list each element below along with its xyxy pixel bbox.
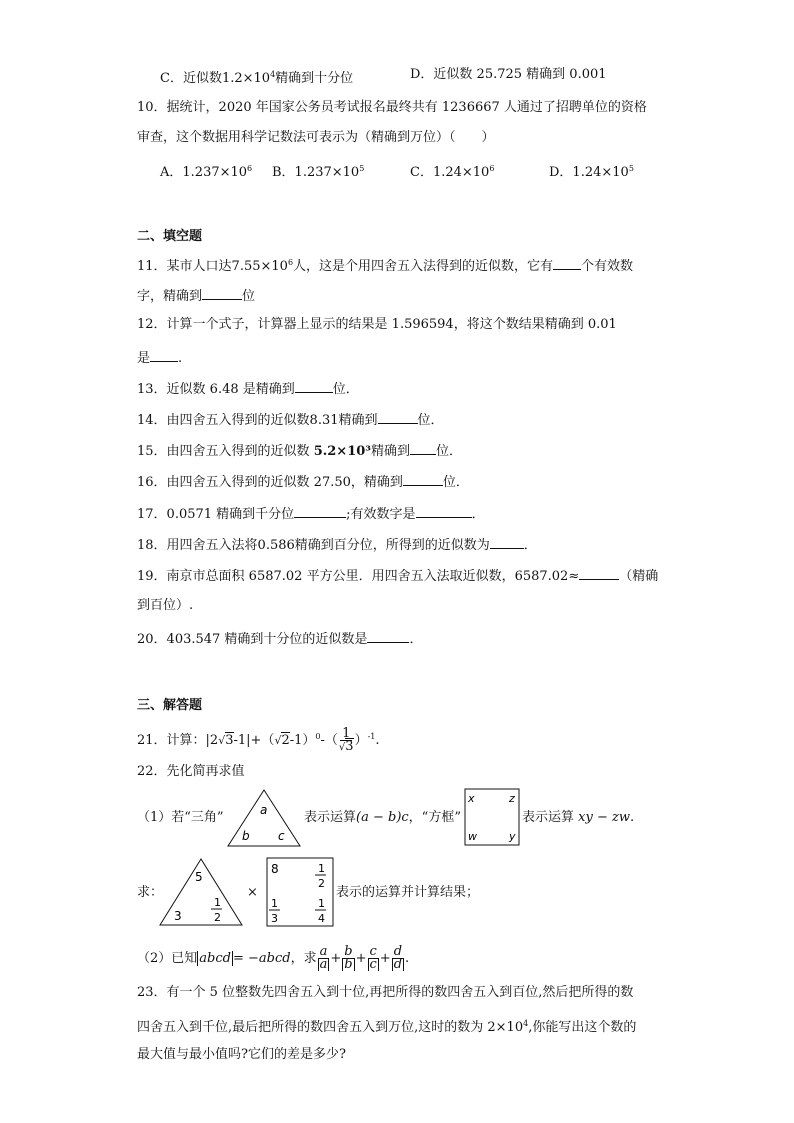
box-label-w: w: [468, 830, 477, 843]
q21-sqrt3: 3: [225, 733, 234, 748]
q18-line: [137, 535, 537, 555]
q22-p1c: ，“方框”: [408, 810, 461, 825]
q11-blank-1[interactable]: [553, 256, 581, 270]
q19-blank[interactable]: [579, 566, 619, 580]
q22-p1b-line: [304, 809, 461, 827]
q15-text-a: 15．由四舍五入得到的近似数: [137, 444, 314, 459]
q22-ask-tail: 表示的运算并计算结果；: [336, 885, 480, 900]
q15-text-c: 位．: [436, 444, 463, 459]
q22-op1: (a − b)c: [356, 810, 409, 825]
box-value-tr-den: 2: [318, 877, 325, 890]
q17-text-b: ;有效数字是: [346, 507, 416, 522]
q15-text-b: 精确到: [370, 444, 410, 459]
section-answer-title: 三、解答题: [137, 698, 203, 713]
q22-p1a: （1）若“三角”: [137, 810, 224, 825]
box-label-x: x: [468, 792, 475, 805]
q17-line: [137, 504, 485, 524]
q17-blank-2[interactable]: [416, 504, 472, 518]
box-value-bl-den: 3: [271, 912, 278, 925]
triangle-label-c: c: [278, 829, 285, 843]
q14-blank[interactable]: [378, 410, 418, 424]
q12-text-c: .: [178, 351, 183, 366]
q9-option-c-exp: 4: [270, 70, 276, 79]
q9-option-c-tail: 精确到十分位: [275, 71, 354, 86]
q22-p1b: 表示运算: [304, 810, 357, 825]
q21-text-c: -1）: [289, 733, 316, 748]
times-sign: ×: [247, 885, 258, 900]
q21-text-a: 21．计算：|2: [137, 733, 219, 748]
q20-line: [137, 629, 422, 649]
q22-p2c: = −: [232, 951, 259, 966]
frac-b-den: b: [344, 957, 353, 972]
q19-text-a: 19．南京市总面积 6587.02 平方公里．用四舍五入法取近似数，6587.02≈: [137, 569, 580, 584]
q12-blank[interactable]: [150, 348, 178, 362]
box-value-br-den: 4: [318, 912, 325, 925]
q9-option-c: [160, 66, 353, 88]
q16-text-b: 位．: [442, 475, 469, 490]
triangle-value-shape: [160, 859, 242, 925]
frac-a-num: a: [319, 944, 328, 959]
triangle-value-den: 2: [214, 911, 221, 924]
q21-line: [137, 722, 380, 752]
q21-text-h: .: [375, 733, 380, 748]
triangle-shape: [228, 790, 300, 846]
triangle-value-top: 5: [195, 870, 203, 884]
q22-p2e: ，求: [290, 951, 317, 966]
q22-p1d-line: [522, 809, 634, 827]
q11-line1: [137, 254, 633, 276]
q22-p2f: .: [405, 951, 410, 966]
q13-text-a: 13．近似数 6.48 是精确到: [137, 382, 295, 397]
triangle-operator-figure: [226, 788, 302, 848]
q13-line: [137, 379, 359, 399]
frac-d: [392, 946, 404, 971]
q22-p2a: （2）已知: [137, 951, 198, 966]
q20-blank[interactable]: [367, 629, 409, 643]
q10-option-b-text: B．1.237×10: [272, 165, 360, 180]
triangle-value-left: 3: [174, 909, 182, 923]
frac-a: [318, 946, 330, 971]
q11-text-d: 字，精确到: [137, 289, 203, 304]
q10-option-d-text: D．1.24×10: [549, 165, 629, 180]
q13-blank[interactable]: [295, 379, 333, 393]
q23-line1: 23．有一个 5 位整数先四舍五入到十位,再把所得的数四舍五入到百位,然后把所得的数: [137, 985, 634, 1000]
q14-text-a: 14．由四舍五入得到的近似数8.31精确到: [137, 413, 378, 428]
q22-abs-abcd: abcd: [199, 951, 231, 966]
q18-text-a: 18．用四舍五入法将0.586精确到百分位，所得到的近似数为: [137, 538, 490, 553]
box-value-tl: 8: [271, 862, 279, 876]
q21-frac-sqrt3: 3: [345, 738, 354, 754]
q10-option-c: [410, 160, 494, 182]
q10-line1: 10．据统计，2020 年国家公务员考试报名最终共有 1236667 人通过了招聘单位的资格: [137, 100, 647, 115]
q10-option-b: [272, 160, 364, 182]
frac-b: [342, 946, 354, 971]
q21-sqrt2: 2: [281, 733, 290, 748]
plus-3: +: [379, 951, 391, 966]
triangle-label-b: b: [242, 829, 250, 843]
q11-text-c: 个有效数: [581, 259, 634, 274]
q10-option-d: [549, 160, 634, 182]
q14-text-b: 位．: [417, 413, 444, 428]
q21-exp-neg1: -1: [367, 732, 376, 741]
sqrt-sign-3: √: [338, 741, 346, 753]
q20-text-a: 20．403.547 精确到十分位的近似数是: [137, 632, 368, 647]
q10-option-d-exp: 5: [628, 164, 634, 173]
q17-text-c: ．: [471, 507, 485, 522]
q15-blank[interactable]: [410, 441, 436, 455]
q22-p2d: abcd: [258, 951, 291, 966]
q17-text-a: 17．0.0571 精确到千分位: [137, 507, 295, 522]
q10-line2: 审查，这个数据用科学记数法可表示为（精确到万位）（ ）: [137, 130, 495, 145]
q22-p1e: .: [629, 810, 635, 825]
frac-b-num: b: [344, 944, 353, 959]
q21-frac-den: [338, 738, 354, 754]
q11-exp: 6: [287, 258, 294, 267]
q15-line: [137, 441, 462, 461]
q20-text-b: ．: [409, 632, 423, 647]
q17-blank-1[interactable]: [294, 504, 346, 518]
plus-2: +: [355, 951, 367, 966]
q21-text-e: -（: [320, 733, 338, 748]
q11-text-a: 11．某市人口达7.55×10: [137, 259, 288, 274]
q12-text-b: 是: [137, 351, 151, 366]
q11-text-b: 人，这是个用四舍五入法得到的近似数，它有: [293, 259, 554, 274]
box-operator-figure: [464, 788, 520, 846]
q10-option-a-exp: 6: [247, 164, 253, 173]
q13-text-b: 位．: [332, 382, 359, 397]
box-value-tr-num: 1: [318, 862, 325, 875]
box-label-y: y: [509, 830, 516, 843]
plus-1: +: [330, 951, 342, 966]
frac-c: [368, 946, 379, 971]
q9-option-d: D．近似数 25.725 精确到 0.001: [410, 67, 607, 82]
triangle-value-num: 1: [214, 896, 221, 909]
q10-option-b-exp: 5: [359, 164, 365, 173]
q21-text-b: -1|+（: [233, 733, 275, 748]
box-value-br-num: 1: [318, 897, 325, 910]
q16-text-a: 16．由四舍五入得到的近似数 27.50，精确到: [137, 475, 403, 490]
q10-option-a: [160, 160, 252, 182]
q21-fraction: [338, 725, 354, 754]
q11-blank-2[interactable]: [202, 286, 242, 300]
q15-number: 5.2×10³: [313, 444, 371, 459]
frac-d-den: d: [393, 957, 403, 972]
sqrt-sign: √: [218, 734, 226, 747]
q11-text-e: 位: [242, 289, 256, 304]
frac-c-num: c: [369, 944, 377, 959]
q22-ask: 求：: [137, 885, 164, 900]
q22-p2-line: [137, 942, 409, 976]
q21-frac-num: 1: [342, 725, 351, 741]
section-fill-in-title: 二、填空题: [137, 229, 203, 244]
q23-line2a: 四舍五入到千位,最后把所得的数四舍五入到万位,这时的数为 2×10: [137, 1020, 524, 1035]
frac-c-den: c: [369, 957, 377, 972]
q23-line2b: ,你能写出这个数的: [528, 1020, 637, 1035]
q23-line2: [137, 1015, 636, 1037]
triangle-label-a: a: [260, 803, 268, 817]
q14-line: [137, 410, 444, 430]
q21-exp-0: 0: [315, 732, 321, 741]
q10-option-a-text: A．1.237×10: [160, 165, 248, 180]
q23-exp: 4: [523, 1019, 529, 1028]
frac-d-num: d: [393, 944, 403, 959]
q23-line3: 最大值与最小值吗?它们的差是多少?: [137, 1047, 346, 1062]
q22-op2: xy − zw: [578, 810, 630, 825]
q9-option-c-text: C．近似数1.2×10: [160, 71, 271, 86]
q16-line: [137, 472, 469, 492]
q11-line2: [137, 286, 255, 306]
box-value-bl-num: 1: [271, 897, 278, 910]
q19-text-b: （精确: [619, 569, 659, 584]
q22-title: 22．先化简再求值: [137, 764, 245, 779]
q21-text-f: ）: [354, 733, 368, 748]
q12-line2: [137, 348, 182, 368]
sqrt-sign-2: √: [274, 734, 282, 747]
q22-p1d: 表示运算: [522, 810, 575, 825]
q19-line2: 到百位）.: [137, 598, 194, 613]
box-label-z: z: [509, 792, 515, 805]
q10-option-c-exp: 6: [489, 164, 495, 173]
q16-blank[interactable]: [403, 472, 443, 486]
q10-option-c-text: C．1.24×10: [410, 165, 490, 180]
q12-line1: 12．计算一个式子，计算器上显示的结果是 1.596594，将这个数结果精确到 0.01: [137, 317, 617, 332]
frac-a-den: a: [319, 957, 328, 972]
q18-blank[interactable]: [490, 535, 524, 549]
triangle-value-figure: [158, 857, 244, 927]
q18-text-b: ．: [523, 538, 537, 553]
q19-line1: [137, 566, 658, 586]
box-value-figure: [266, 857, 334, 927]
